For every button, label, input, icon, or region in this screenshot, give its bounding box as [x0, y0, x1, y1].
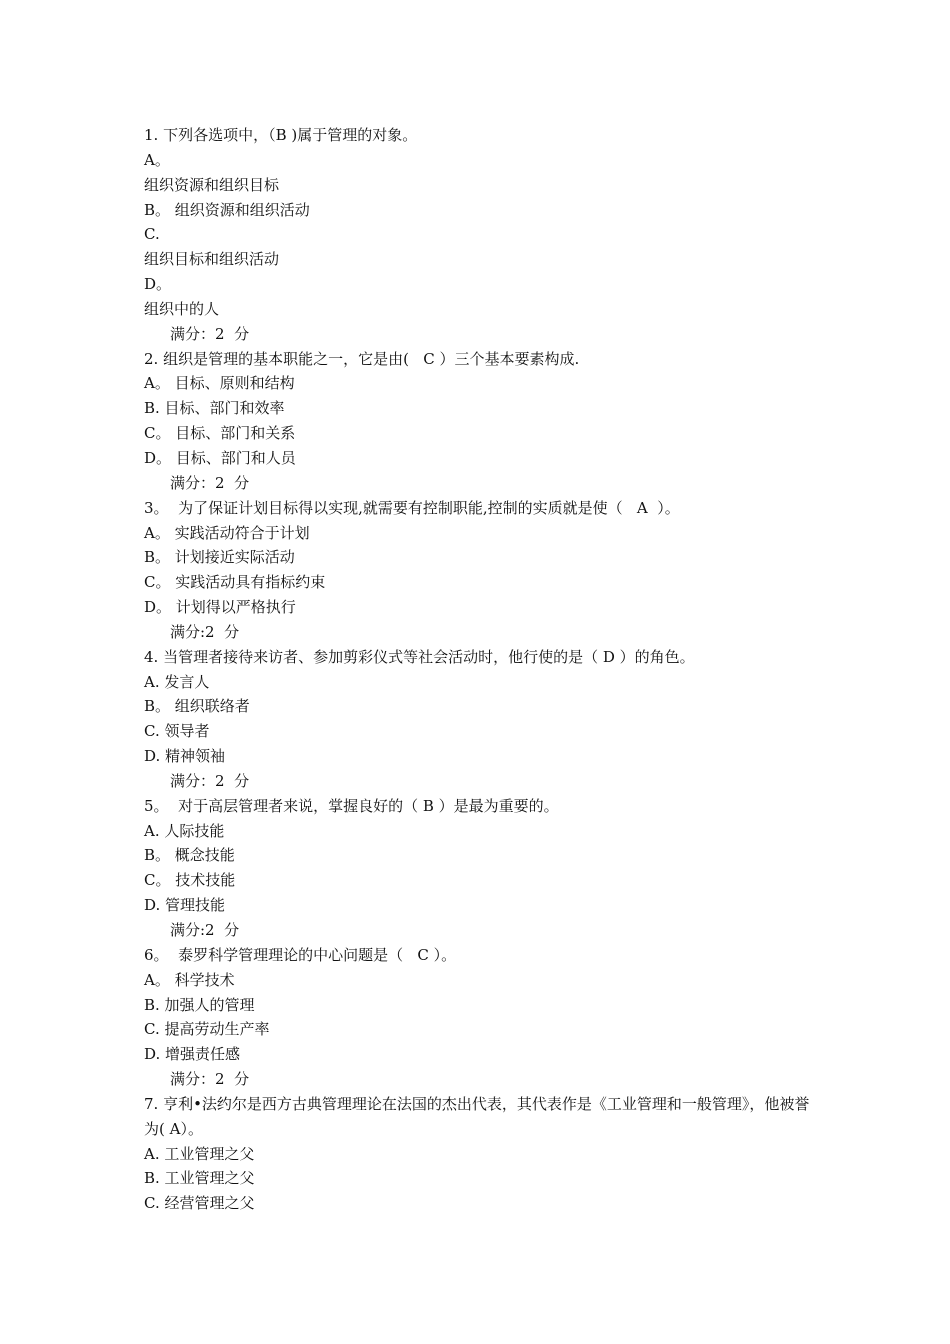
question-3-stem: 3。 为了保证计划目标得以实现,就需要有控制职能,控制的实质就是使（ A ）。	[144, 498, 680, 517]
question-2-option-d: D。 目标、部门和人员	[144, 448, 296, 467]
question-1-option-c-label: C.	[144, 225, 160, 244]
question-1-option-a-text: 组织资源和组织目标	[144, 175, 280, 194]
question-2-stem: 2. 组织是管理的基本职能之一，它是由( C ）三个基本要素构成.	[144, 349, 580, 368]
question-2-option-b: B. 目标、部门和效率	[144, 399, 285, 418]
question-3-option-a: A。 实践活动符合于计划	[144, 523, 310, 542]
question-5-option-c: C。 技术技能	[144, 871, 236, 890]
question-6-option-a: A。 科学技术	[144, 970, 235, 989]
question-6-option-d: D. 增强责任感	[144, 1045, 241, 1064]
question-5-stem: 5。 对于高层管理者来说，掌握良好的（ B ）是最为重要的。	[144, 796, 559, 815]
question-7-stem: 7. 亨利•法约尔是西方古典管理理论在法国的杰出代表，其代表作是《工业管理和一般管理》，他被誉为( A）。	[144, 1094, 810, 1138]
question-1-option-c-text: 组织目标和组织活动	[144, 250, 280, 269]
question-7-option-a: A. 工业管理之父	[144, 1144, 255, 1163]
question-2-option-c: C。 目标、部门和关系	[144, 424, 296, 443]
question-2-option-a: A。 目标、原则和结构	[144, 374, 295, 393]
question-1-option-a-label: A。	[144, 150, 170, 169]
question-4-stem: 4. 当管理者接待来访者、参加剪彩仪式等社会活动时，他行使的是（ D ）的角色。	[144, 647, 695, 666]
question-1-option-b: B。 组织资源和组织活动	[144, 200, 310, 219]
question-1-option-d-label: D。	[144, 275, 172, 294]
question-3-option-c: C。 实践活动具有指标约束	[144, 573, 326, 592]
question-3-option-b: B。 计划接近实际活动	[144, 548, 295, 567]
question-6-stem: 6。 泰罗科学管理理论的中心问题是（ C ）。	[144, 945, 457, 964]
question-1-option-d-text: 组织中的人	[144, 299, 220, 318]
question-5-option-a: A. 人际技能	[144, 821, 225, 840]
question-6-option-b: B. 加强人的管理	[144, 995, 255, 1014]
question-7-option-c: C. 经营管理之父	[144, 1194, 255, 1213]
question-2-score: 满分：2 分	[170, 473, 250, 492]
question-1-score: 满分：2 分	[170, 324, 250, 343]
question-5-option-b: B。 概念技能	[144, 846, 235, 865]
question-4-option-d: D. 精神领袖	[144, 747, 226, 766]
question-5-score: 满分:2 分	[170, 921, 240, 939]
question-4-option-c: C. 领导者	[144, 722, 210, 741]
question-4-option-b: B。 组织联络者	[144, 697, 250, 716]
question-6-score: 满分：2 分	[170, 1070, 250, 1089]
question-1-stem: 1. 下列各选项中，（B )属于管理的对象。	[144, 126, 418, 144]
document-body	[144, 123, 824, 1216]
question-5-option-d: D. 管理技能	[144, 896, 226, 915]
question-3-option-d: D。 计划得以严格执行	[144, 598, 296, 617]
question-6-option-c: C. 提高劳动生产率	[144, 1020, 270, 1039]
question-4-score: 满分：2 分	[170, 771, 250, 790]
question-3-score: 满分:2 分	[170, 622, 240, 641]
question-4-option-a: A. 发言人	[144, 672, 210, 691]
question-7-option-b: B. 工业管理之父	[144, 1169, 255, 1188]
